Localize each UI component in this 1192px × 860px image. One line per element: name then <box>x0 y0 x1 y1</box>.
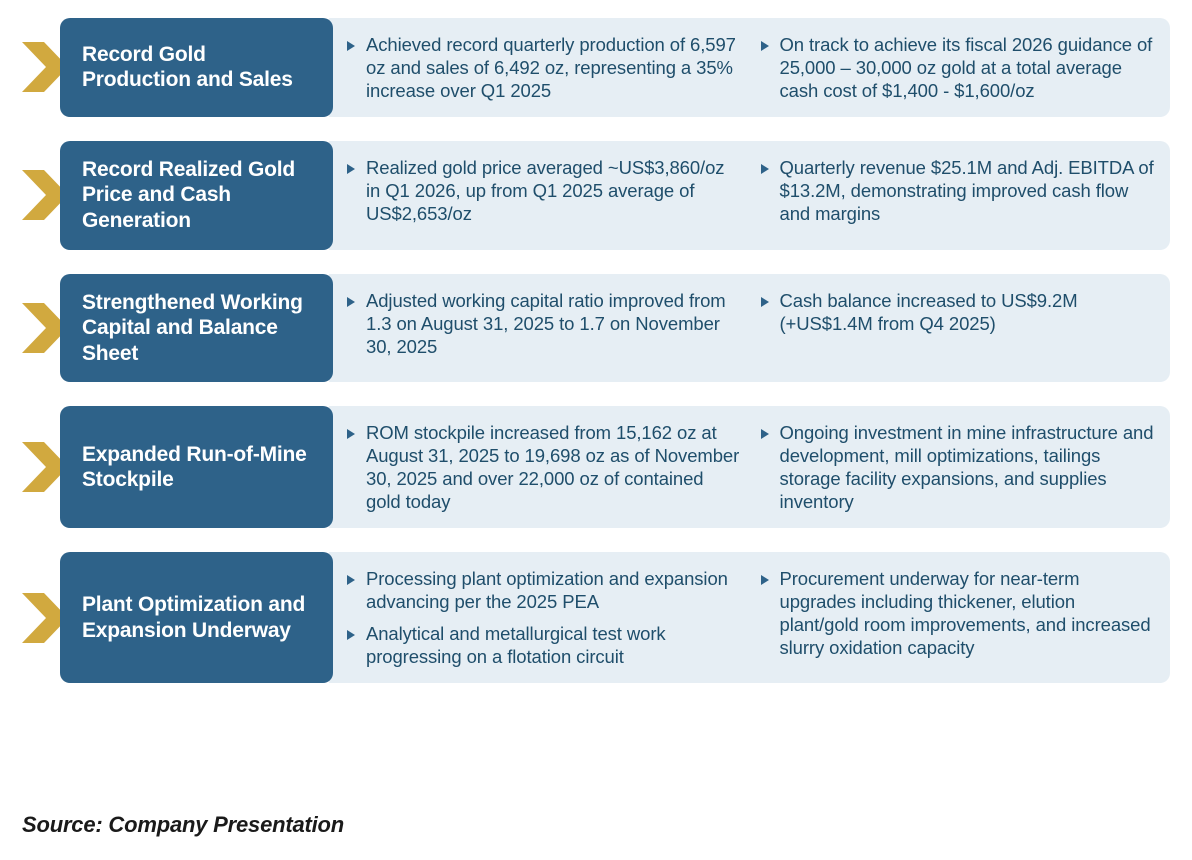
highlights-list <box>22 18 1170 683</box>
bullet-item <box>347 290 741 359</box>
highlight-right-column <box>751 420 1155 514</box>
bullet-item <box>761 157 1155 226</box>
highlight-row <box>60 406 1170 528</box>
highlight-body-cell <box>329 141 1170 250</box>
highlight-row <box>60 141 1170 250</box>
highlight-row <box>60 552 1170 683</box>
bullet-item <box>761 34 1155 103</box>
highlight-title: Strengthened Working Capital and Balance Sheet <box>82 290 303 365</box>
highlight-body-cell <box>329 552 1170 683</box>
highlight-left-column <box>347 566 741 669</box>
highlight-body-cell <box>329 274 1170 383</box>
highlight-row <box>60 18 1170 117</box>
bullet-item <box>347 422 741 514</box>
source-note: Source: Company Presentation <box>22 812 345 837</box>
triangle-bullet-icon <box>761 429 769 439</box>
bullet-text: Processing plant optimization and expansion advancing per the 2025 PEA <box>366 568 728 613</box>
highlight-row <box>60 274 1170 383</box>
triangle-bullet-icon <box>347 41 355 51</box>
bullet-text: Adjusted working capital ratio improved from 1.3 on August 31, 2025 to 1.7 on November 30, 2025 <box>366 289 726 357</box>
bullet-text: Cash balance increased to US$9.2M (+US$1.4M from Q4 2025) <box>779 289 1078 334</box>
highlight-right-column <box>751 288 1155 369</box>
highlight-title: Plant Optimization and Expansion Underway <box>82 592 306 642</box>
triangle-bullet-icon <box>347 575 355 585</box>
bullet-text: Achieved record quarterly production of 6,597 oz and sales of 6,492 oz, representing a 35% increase over Q1 2025 <box>366 34 736 101</box>
triangle-bullet-icon <box>347 164 355 174</box>
bullet-item <box>761 290 1155 336</box>
highlight-title-cell <box>60 141 333 250</box>
highlight-left-column <box>347 32 741 103</box>
highlight-title: Record Gold Production and Sales <box>82 42 293 92</box>
triangle-bullet-icon <box>347 429 355 439</box>
bullet-text: Realized gold price averaged ~US$3,860/oz in Q1 2026, up from Q1 2025 average of US$2,653/oz <box>366 156 725 224</box>
highlight-body-cell <box>329 18 1170 117</box>
highlight-title-cell <box>60 274 333 383</box>
triangle-bullet-icon <box>761 41 769 51</box>
highlight-left-column <box>347 420 741 514</box>
highlight-left-column <box>347 288 741 369</box>
bullet-item <box>347 34 741 103</box>
bullet-text: Quarterly revenue $25.1M and Adj. EBITDA of $13.2M, demonstrating improved cash flow and margins <box>779 156 1154 224</box>
highlight-title-cell <box>60 406 333 528</box>
bullet-item <box>347 157 741 226</box>
highlight-right-column <box>751 566 1155 669</box>
triangle-bullet-icon <box>347 297 355 307</box>
bullet-text: Ongoing investment in mine infrastructure and development, mill optimizations, tailings storage facility expansions, and supplies inventory <box>779 422 1154 513</box>
highlight-title-cell <box>60 18 333 117</box>
triangle-bullet-icon <box>347 630 355 640</box>
bullet-item <box>761 422 1155 514</box>
highlight-title-cell <box>60 552 333 683</box>
bullet-text: Analytical and metallurgical test work progressing on a flotation circuit <box>366 623 666 668</box>
highlight-title: Expanded Run-of-Mine Stockpile <box>82 442 307 492</box>
triangle-bullet-icon <box>761 575 769 585</box>
highlight-title: Record Realized Gold Price and Cash Generation <box>82 157 296 233</box>
bullet-item <box>761 568 1155 660</box>
highlight-left-column <box>347 155 741 236</box>
highlight-right-column <box>751 155 1155 236</box>
bullet-item <box>347 568 741 614</box>
bullet-text: On track to achieve its fiscal 2026 guidance of 25,000 – 30,000 oz gold at a total average cash cost of $1,400 - $1,600/oz <box>779 34 1153 101</box>
highlight-right-column <box>751 32 1155 103</box>
triangle-bullet-icon <box>761 164 769 174</box>
highlight-body-cell <box>329 406 1170 528</box>
bullet-text: ROM stockpile increased from 15,162 oz at August 31, 2025 to 19,698 oz as of November 30, 2025 and over 22,000 oz of contained gold today <box>366 422 740 513</box>
triangle-bullet-icon <box>761 297 769 307</box>
bullet-item <box>347 623 741 669</box>
bullet-text: Procurement underway for near-term upgrades including thickener, elution plant/gold room improvements, and increased slurry oxidation capacity <box>779 568 1151 659</box>
